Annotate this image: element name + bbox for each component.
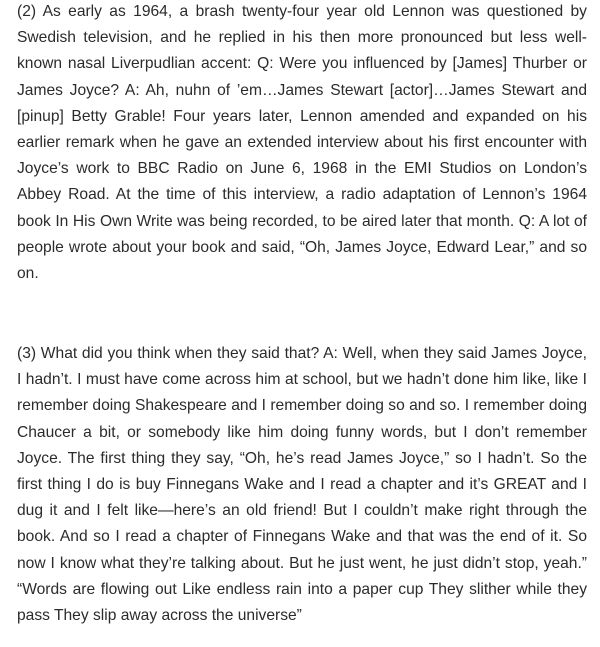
paragraph-2	[17, 0, 587, 287]
paragraph-2-text: As early as 1964, a brash twenty-four year old Lennon was questioned by Swedish television, and he replied in his then more pronounced but less well-known nasal Liverpudlian accent: Q: Were you influenced by [James] Thurber or James Joyce? A: Ah, nuhn of ’em…James Stewart [actor]…James Stewart and [pinup] Betty Grable! Four years later, Lennon amended and expanded on his earlier remark when he gave an extended interview about his first encounter with Joyce’s work to BBC Radio on June 6, 1968 in the EMI Studios on London’s Abbey Road. At the time of this interview, a radio adaptation of Lennon’s 1964 book In His Own Write was being recorded, to be aired later that month. Q: A lot of people wrote about your book and said, “Oh, James Joyce, Edward Lear,” and so on.	[17, 3, 587, 283]
paragraph-2-marker: (2)	[17, 3, 37, 20]
paragraph-3-text: What did you think when they said that? A: Well, when they said James Joyce, I hadn’t. I must have come across him at school, but we hadn’t done him like, like I remember doing Shakespeare and I remember doing so and so. I remember doing Chaucer a bit, or somebody like him doing funny words, but I don’t remember Joyce. The first thing they say, “Oh, he’s read James Joyce,” so I hadn’t. So the first thing I do is buy Finnegans Wake and I read a chapter and it’s GREAT and I dug it and I felt like—here’s an old friend! But I couldn’t make right through the book. And so I read a chapter of Finnegans Wake and that was the end of it. So now I know what they’re talking about. But he just went, he just didn’t stop, yeah.” “Words are flowing out Like endless rain into a paper cup They slither while they pass They slip away across the universe”	[17, 345, 587, 625]
paragraph-3	[17, 341, 587, 629]
paragraph-3-marker: (3)	[17, 345, 37, 362]
